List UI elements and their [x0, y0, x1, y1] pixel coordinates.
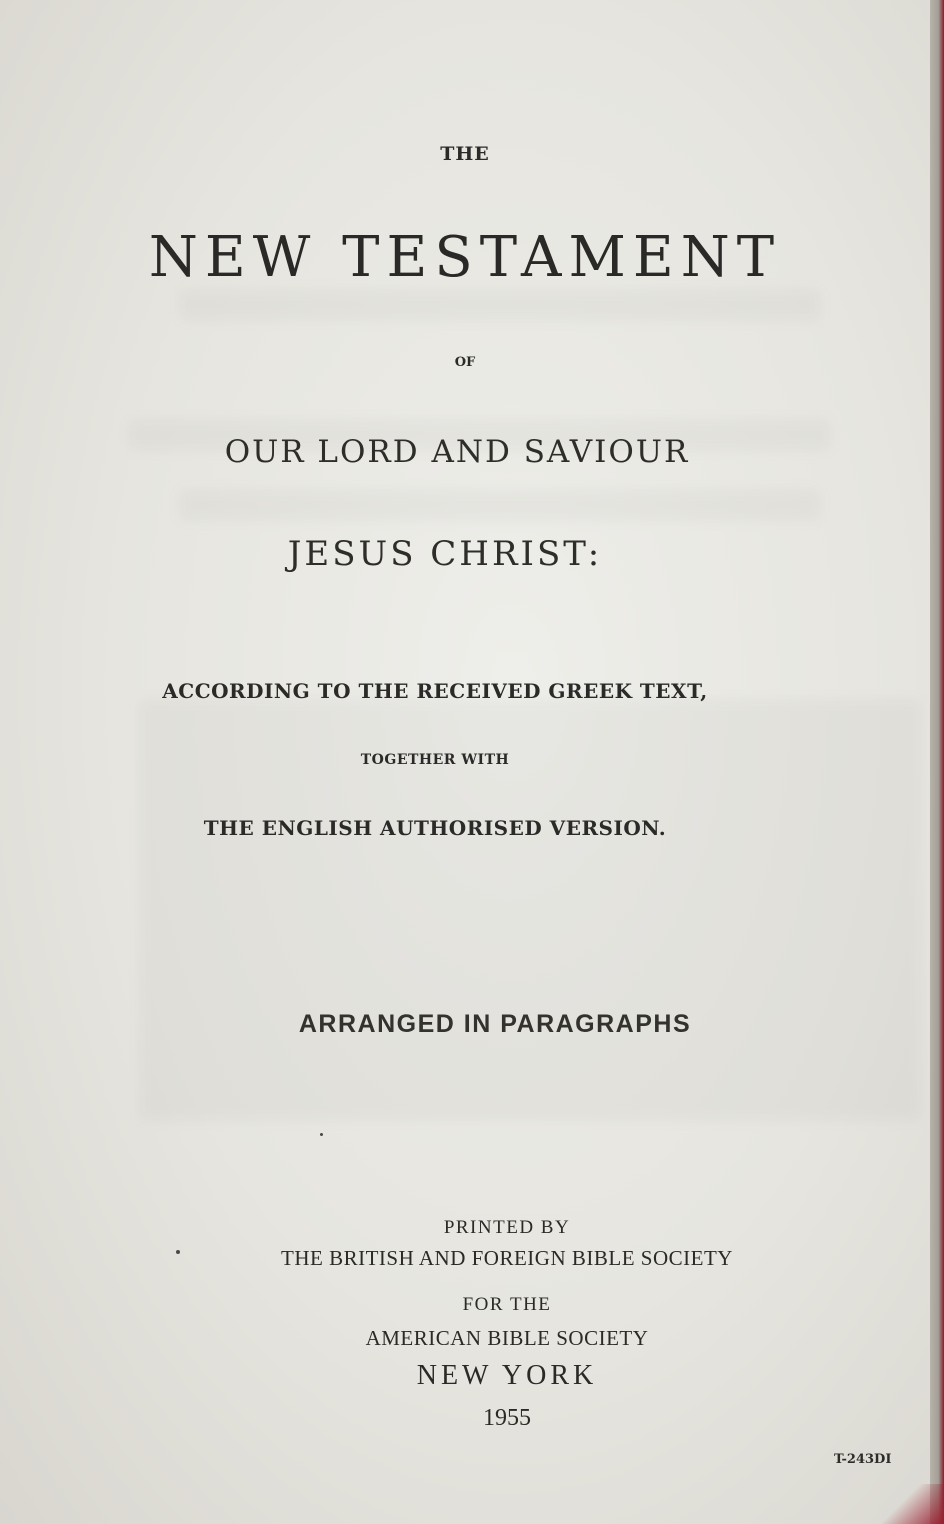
- text-together-with: TOGETHER WITH: [360, 752, 510, 768]
- subtitle-our-lord: OUR LORD AND SAVIOUR: [224, 434, 690, 470]
- show-through-3: [180, 490, 820, 520]
- text-arranged: ARRANGED IN PARAGRAPHS: [298, 1010, 692, 1038]
- title-the: THE: [440, 143, 490, 165]
- imprint-printed-by: PRINTED BY: [443, 1217, 571, 1238]
- title-of: OF: [454, 355, 476, 370]
- main-title: NEW TESTAMENT: [148, 225, 782, 290]
- binding-edge: [930, 0, 944, 1524]
- cover-corner: [824, 1484, 944, 1524]
- subtitle-jesus-christ: JESUS CHRIST:: [287, 534, 603, 574]
- imprint-publisher: AMERICAN BIBLE SOCIETY: [365, 1326, 649, 1350]
- catalog-code: T-243DI: [834, 1452, 892, 1467]
- imprint-year: 1955: [483, 1405, 531, 1431]
- text-english-version: THE ENGLISH AUTHORISED VERSION.: [203, 816, 667, 840]
- show-through-1: [180, 290, 820, 320]
- imprint-for-the: FOR THE: [462, 1294, 552, 1315]
- imprint-printer: THE BRITISH AND FOREIGN BIBLE SOCIETY: [281, 1246, 733, 1270]
- paper-speck: [320, 1133, 323, 1136]
- text-according: ACCORDING TO THE RECEIVED GREEK TEXT,: [162, 679, 708, 703]
- paper-speck: [176, 1250, 180, 1254]
- imprint-city: NEW YORK: [416, 1360, 598, 1391]
